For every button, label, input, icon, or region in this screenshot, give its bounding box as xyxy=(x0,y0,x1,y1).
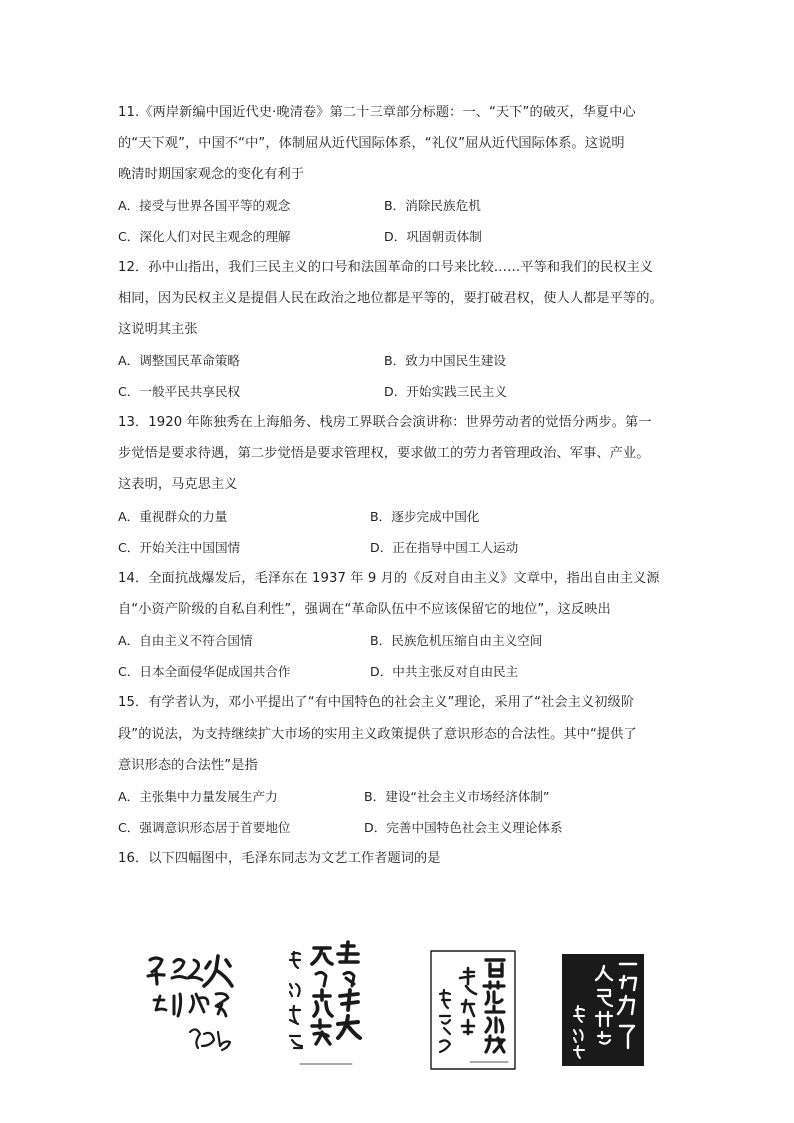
q11-option-c: C．深化人们对民主观念的理解 xyxy=(118,229,291,244)
q15-line-3: 意识形态的合法性”是指 xyxy=(118,758,258,773)
q11-option-d: D．巩固朝贡体制 xyxy=(384,229,482,244)
q15-option-a: A．主张集中力量发展生产力 xyxy=(118,789,278,804)
q15-option-b: B．建设“社会主义市场经济体制” xyxy=(364,789,550,804)
calligraphy-image-3 xyxy=(430,950,516,1070)
q14-option-c: C．日本全面侵华促成国共合作 xyxy=(118,664,291,679)
q11-line-2: 的“天下观”，中国不“中”，体制屈从近代国际体系，“礼仪”屈从近代国际体系。这说明 xyxy=(118,136,625,151)
q11-option-b: B．消除民族危机 xyxy=(384,198,481,213)
q12-option-a: A．调整国民革命策略 xyxy=(118,353,240,368)
q13-line-2: 步觉悟是要求待遇，第二步觉悟是要求管理权，要求做工的劳力者管理政治、军事、产业。 xyxy=(118,446,650,461)
q11-option-a: A．接受与世界各国平等的观念 xyxy=(118,198,291,213)
q13-option-b: B．逐步完成中国化 xyxy=(370,509,480,524)
q14-line-2: 自“小资产阶级的自私自利性”，强调在“革命队伍中不应该保留它的地位”，这反映出 xyxy=(118,602,611,617)
q14-option-b: B．民族危机压缩自由主义空间 xyxy=(370,633,543,648)
q16-line-1: 16．以下四幅图中，毛泽东同志为文艺工作者题词的是 xyxy=(118,851,441,866)
q15-line-2: 段”的说法，为支持继续扩大市场的实用主义政策提供了意识形态的合法性。其中“提供了 xyxy=(118,727,637,742)
q12-option-d: D．开始实践三民主义 xyxy=(384,384,508,399)
q13-option-c: C．开始关注中国国情 xyxy=(118,540,241,555)
q14-option-a: A．自由主义不符合国情 xyxy=(118,633,253,648)
q12-option-b: B．致力中国民生建设 xyxy=(384,353,506,368)
q14-option-d: D．中共主张反对自由民主 xyxy=(370,664,519,679)
q13-option-a: A．重视群众的力量 xyxy=(118,509,228,524)
q15-option-d: D．完善中国特色社会主义理论体系 xyxy=(364,820,563,835)
q12-line-1: 12．孙中山指出，我们三民主义的口号和法国革命的口号来比较……平等和我们的民权主义 xyxy=(118,260,654,275)
q13-option-d: D．正在指导中国工人运动 xyxy=(370,540,519,555)
q15-line-1: 15．有学者认为，邓小平提出了“有中国特色的社会主义”理论，采用了“社会主义初级阶 xyxy=(118,695,635,710)
calligraphy-image-1 xyxy=(138,948,258,1058)
q13-line-1: 13．1920 年陈独秀在上海船务、栈房工界联合会演讲称：世界劳动者的觉悟分两步。第一 xyxy=(118,415,652,430)
calligraphy-image-4 xyxy=(562,954,644,1066)
q13-line-3: 这表明，马克思主义 xyxy=(118,477,238,492)
q14-line-1: 14．全面抗战爆发后，毛泽东在 1937 年 9 月的《反对自由主义》文章中，指出自由主义源 xyxy=(118,571,660,586)
q11-line-1: 11.《两岸新编中国近代史·晚清卷》第二十三章部分标题：一、“天下”的破灭，华夏中心 xyxy=(118,105,636,120)
q15-option-c: C．强调意识形态居于首要地位 xyxy=(118,820,291,835)
q12-line-3: 这说明其主张 xyxy=(118,322,198,337)
q12-option-c: C．一般平民共享民权 xyxy=(118,384,241,399)
calligraphy-image-2 xyxy=(278,940,374,1070)
q11-line-3: 晚清时期国家观念的变化有利于 xyxy=(118,167,305,182)
q12-line-2: 相同，因为民权主义是提倡人民在政治之地位都是平等的，要打破君权，使人人都是平等的。 xyxy=(118,291,663,306)
